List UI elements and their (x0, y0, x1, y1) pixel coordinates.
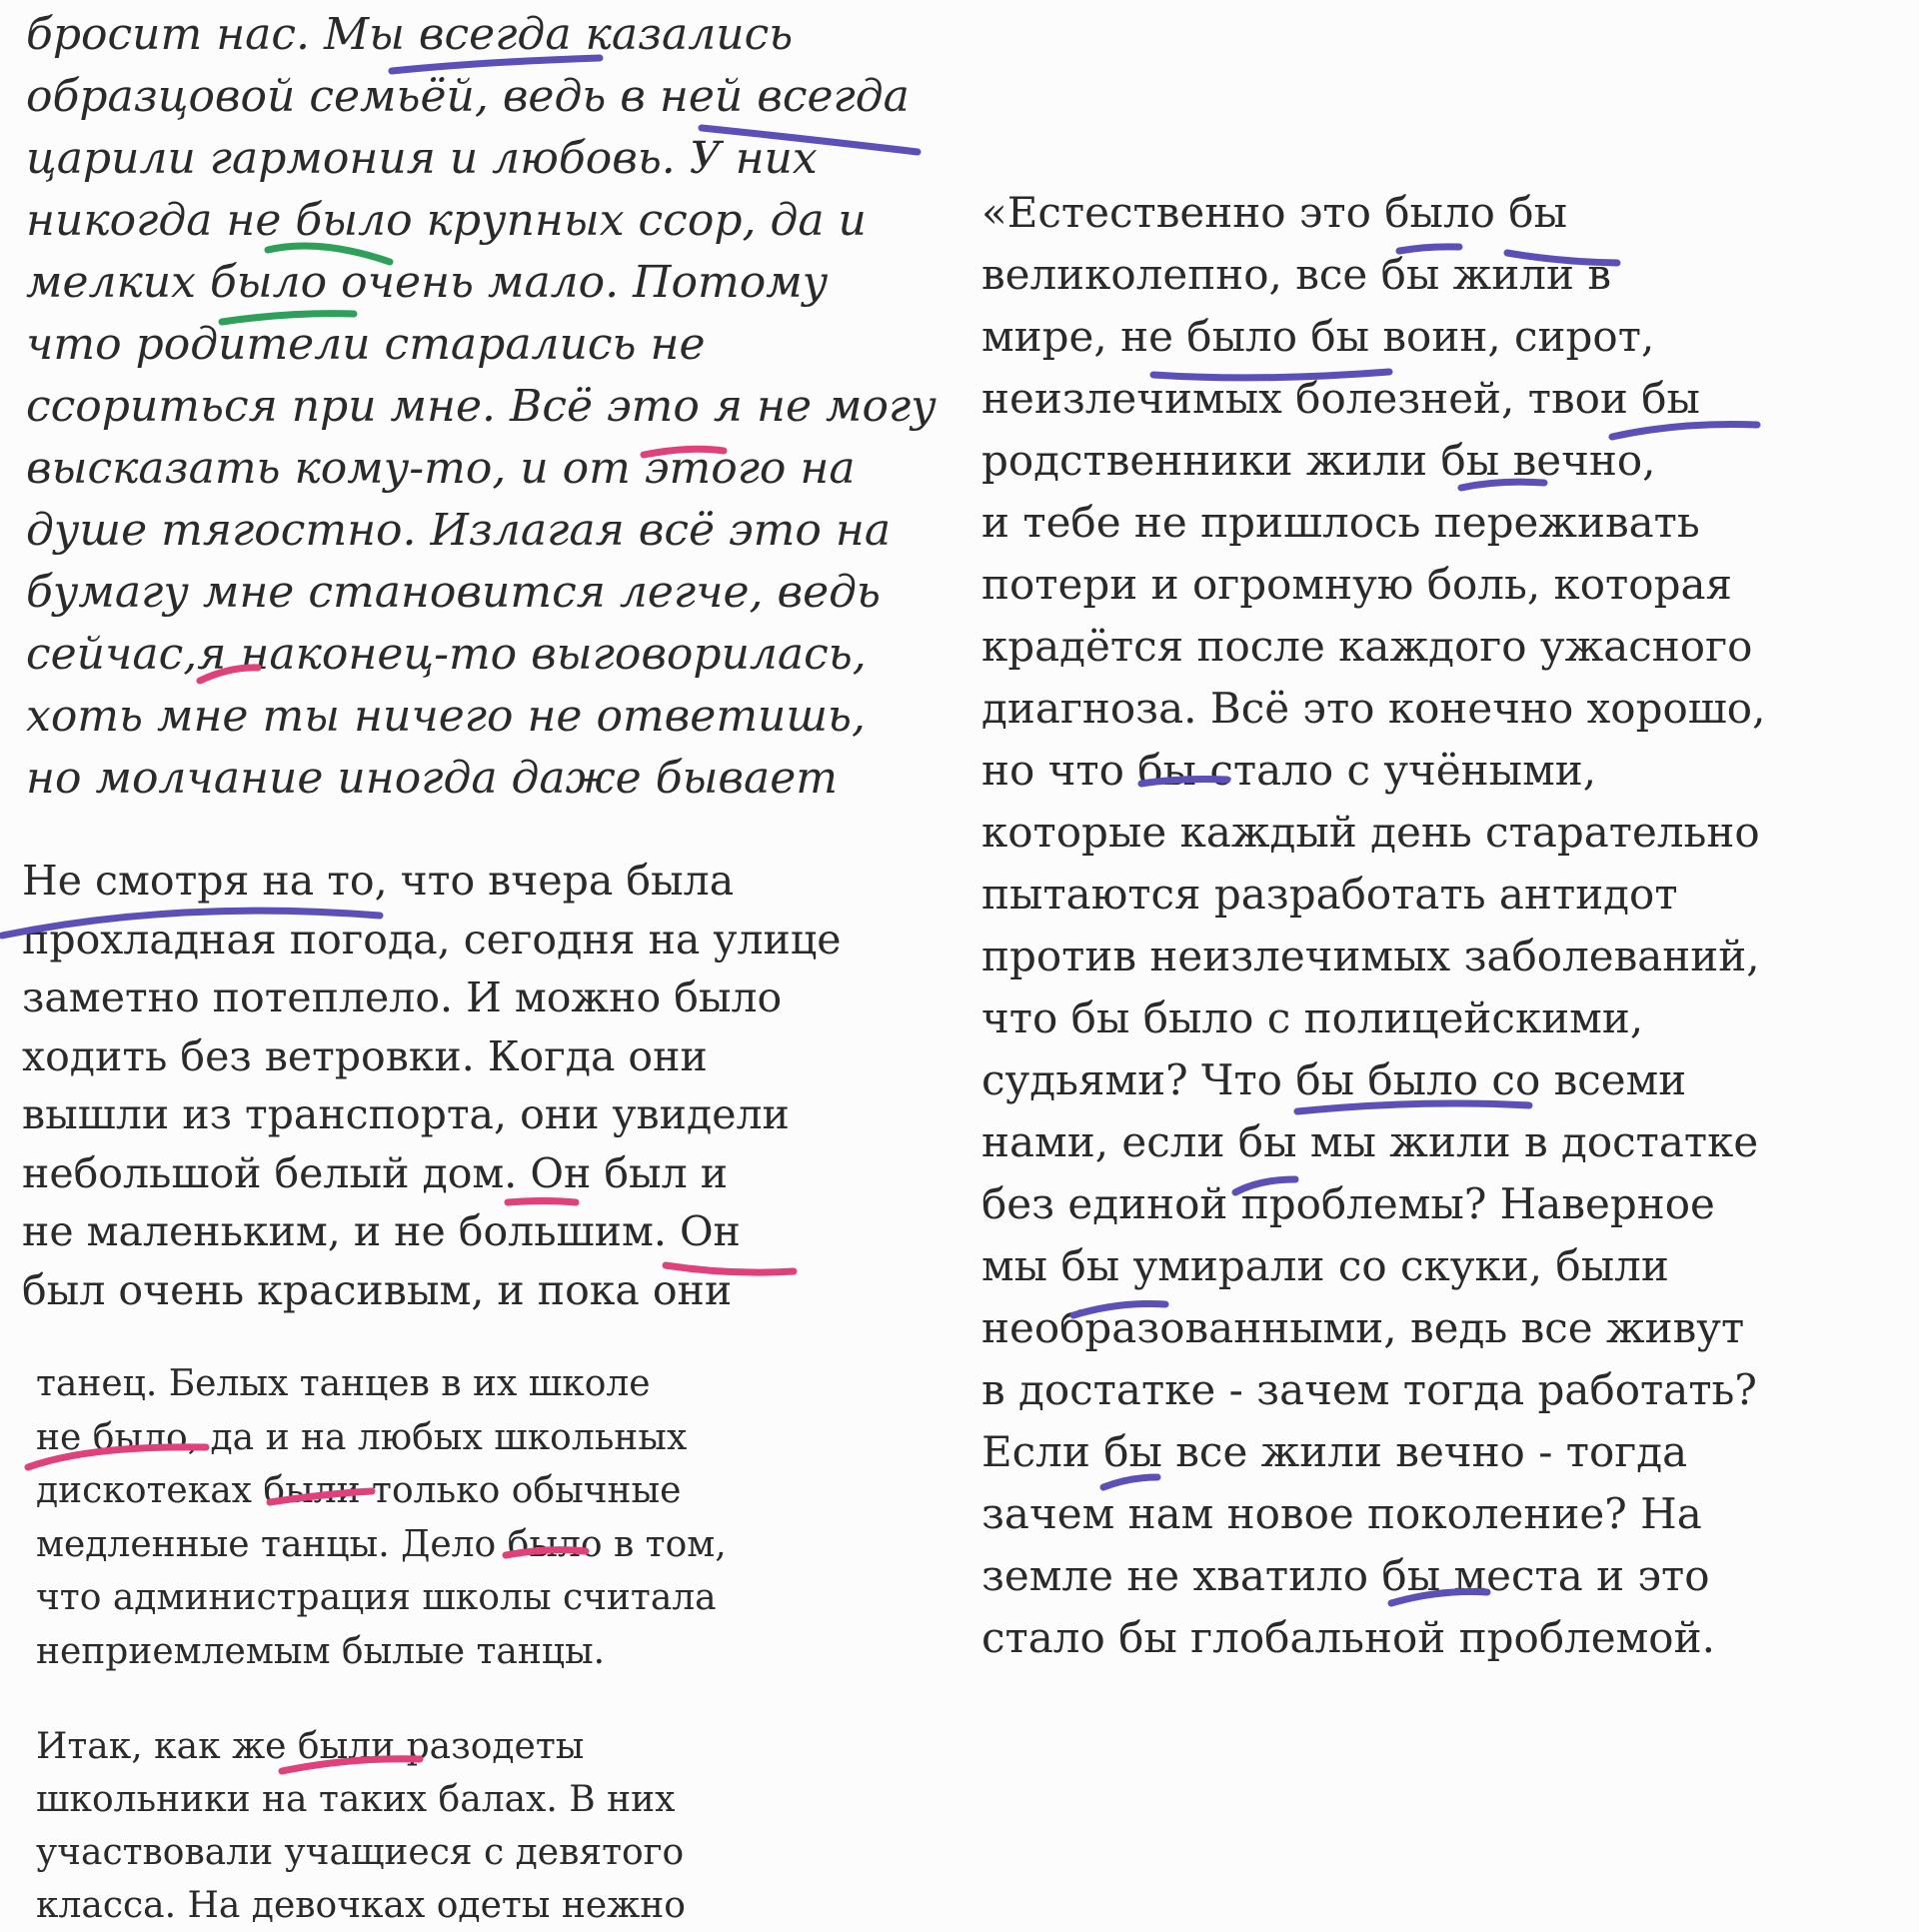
text-line: пытаются разработать антидот (981, 870, 1678, 919)
text-line: Если бы все жили вечно - тогда (981, 1427, 1688, 1476)
italic-excerpt (26, 4, 937, 810)
text-line: Итак, как же были разодеты (36, 1726, 585, 1767)
text-line: крадётся после каждого ужасного (981, 622, 1753, 671)
text-line: мы бы умирали со скуки, были (981, 1241, 1669, 1290)
text-line: нами, если бы мы жили в достатке (981, 1117, 1759, 1166)
text-line: в достатке - зачем тогда работать? (981, 1365, 1757, 1414)
text-line: против неизлечимых заболеваний, (981, 932, 1760, 980)
text-line: заметно потеплело. И можно было (22, 973, 783, 1021)
text-line: стало бы глобальной проблемой. (981, 1613, 1715, 1662)
text-line: необразованными, ведь все живут (981, 1303, 1745, 1352)
text-line: медленные танцы. Дело было в том, (36, 1523, 727, 1565)
dance-excerpt (36, 1357, 727, 1678)
text-line: судьями? Что бы было со всеми (981, 1055, 1687, 1104)
text-line: ссориться при мне. Всё это я не могу (26, 381, 937, 432)
text-line: мелких было очень мало. Потому (26, 257, 829, 308)
text-line: но молчание иногда даже бывает (26, 753, 839, 804)
text-line: что администрация школы считала (36, 1577, 717, 1618)
text-line: хоть мне ты ничего не ответишь, (26, 691, 866, 742)
text-line: вышли из транспорта, они увидели (22, 1090, 790, 1138)
text-line: Не смотря на то, что вчера была (22, 857, 735, 905)
text-line: что бы было с полицейскими, (981, 993, 1644, 1042)
text-line: дискотеках были только обычные (36, 1470, 682, 1511)
text-line: образцовой семьёй, ведь в ней всегда (26, 71, 910, 122)
text-line: школьники на таких балах. В них (36, 1779, 676, 1820)
text-line: небольшой белый дом. Он был и (22, 1148, 729, 1197)
text-line: никогда не было крупных ссор, да и (26, 195, 867, 246)
text-line: участвовали учащиеся с девятого (36, 1832, 685, 1873)
text-line: без единой проблемы? Наверное (981, 1179, 1715, 1228)
text-line: класса. На девочках одеты нежно (36, 1885, 686, 1926)
text-line: танец. Белых танцев в их школе (36, 1363, 651, 1404)
text-line: зачем нам новое поколение? На (981, 1489, 1702, 1538)
text-line: сейчас,я наконец-то выговорилась, (26, 629, 867, 680)
text-line: не маленьким, и не большим. Он (22, 1207, 741, 1255)
text-line: бросит нас. Мы всегда казались (26, 9, 794, 60)
text-line: мире, не было бы воин, сирот, (981, 312, 1655, 361)
text-line: но что бы стало с учёными, (981, 746, 1597, 795)
text-line: великолепно, все бы жили в (981, 250, 1611, 299)
text-line: потери и огромную боль, которая (981, 560, 1732, 609)
text-line: душе тягостно. Излагая всё это на (26, 505, 892, 556)
text-line: неизлечимых болезней, твои бы (981, 374, 1700, 423)
text-line: что родители старались не (26, 319, 706, 370)
text-line: «Естественно это было бы (981, 188, 1567, 237)
text-line: и тебе не пришлось переживать (981, 498, 1700, 547)
text-line: которые каждый день старательно (981, 808, 1760, 857)
ball-excerpt (36, 1720, 686, 1932)
text-line: диагноза. Всё это конечно хорошо, (981, 684, 1766, 733)
weather-excerpt (22, 852, 842, 1319)
text-line: земле не хватило бы места и это (981, 1551, 1710, 1600)
text-line: высказать кому-то, и от этого на (26, 443, 856, 494)
text-line: бумагу мне становится легче, ведь (26, 567, 881, 618)
text-line: ходить без ветровки. Когда они (22, 1031, 708, 1080)
text-line: царили гармония и любовь. У них (26, 133, 818, 184)
text-line: прохладная погода, сегодня на улице (22, 915, 842, 964)
text-line: родственники жили бы вечно, (981, 436, 1656, 485)
text-line: был очень красивым, и пока они (22, 1265, 733, 1314)
text-line: не было, да и на любых школьных (36, 1416, 688, 1458)
text-line: неприемлемым былые танцы. (36, 1630, 606, 1672)
essay-excerpt (981, 182, 1765, 1669)
